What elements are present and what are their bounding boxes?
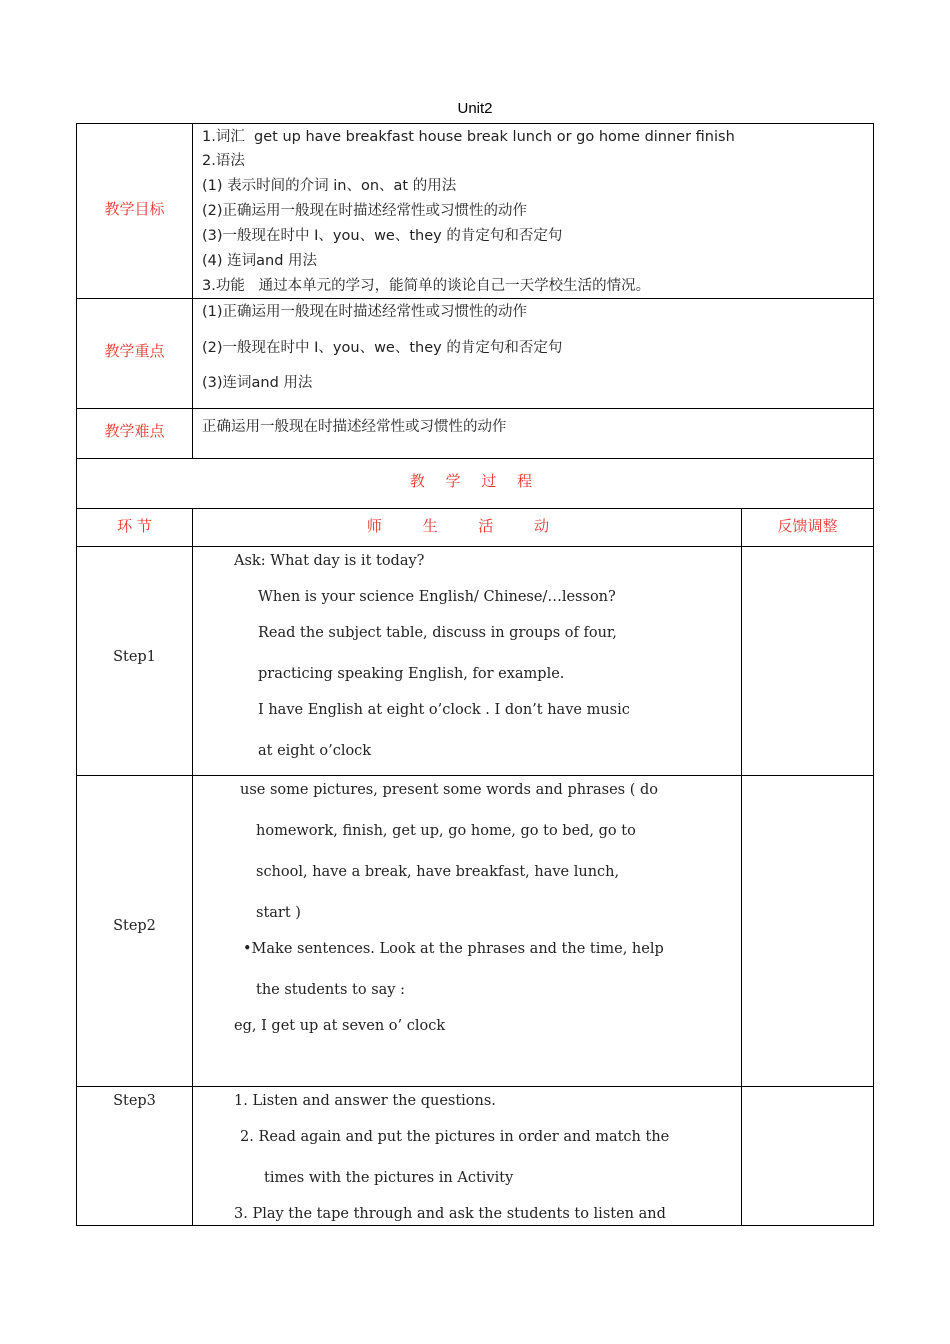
activity-line: 2. Read again and put the pictures in order and match the — [240, 1129, 670, 1145]
goals-line: (3)一般现在时中 I、you、we、they 的肯定句和否定句 — [202, 228, 563, 244]
difficulties-label: 教学难点 — [104, 422, 165, 440]
difficulties-text: 正确运用一般现在时描述经常性或习惯性的动作 — [202, 419, 507, 435]
activity-line: start ) — [256, 905, 301, 921]
activity-line: school, have a break, have breakfast, have lunch, — [256, 864, 620, 880]
activity-line: eg, I get up at seven o’ clock — [234, 1018, 446, 1034]
key-point-line: (2)一般现在时中 I、you、we、they 的肯定句和否定句 — [202, 340, 563, 356]
key-point-line: (1)正确运用一般现在时描述经常性或习惯性的动作 — [202, 304, 528, 320]
step2-label: Step2 — [113, 918, 156, 934]
goals-line: (2)正确运用一般现在时描述经常性或习惯性的动作 — [202, 203, 528, 219]
activity-line: I have English at eight o’clock . I don’t have music — [258, 702, 630, 718]
goals-line: 3.功能 通过本单元的学习，能简单的谈论自己一天学校生活的情况。 — [202, 278, 651, 294]
activity-line: 1. Listen and answer the questions. — [234, 1093, 496, 1109]
col-activity-header: 师 生 活 动 — [366, 517, 568, 535]
activity-line: at eight o’clock — [258, 743, 372, 759]
step1-label: Step1 — [113, 649, 156, 665]
activity-line: use some pictures, present some words and phrases ( do — [240, 782, 658, 798]
activity-line: homework, finish, get up, go home, go to bed, go to — [256, 823, 636, 839]
goals-line: 1.词汇 get up have breakfast house break lunch or go home dinner finish — [202, 129, 735, 145]
process-heading: 教 学 过 程 — [409, 472, 541, 490]
goals-line: (4) 连词and 用法 — [202, 253, 318, 269]
document-title: Unit2 — [457, 100, 493, 117]
activity-line: the students to say : — [256, 982, 405, 998]
step3-label: Step3 — [113, 1093, 156, 1109]
activity-line: practicing speaking English, for example. — [258, 666, 565, 682]
col-step-header: 环 节 — [117, 517, 152, 535]
col-feedback-header: 反馈调整 — [777, 517, 838, 535]
goals-line: (1) 表示时间的介词 in、on、at 的用法 — [202, 178, 457, 194]
activity-line: •Make sentences. Look at the phrases and the time, help — [243, 941, 664, 957]
activity-line: Ask: What day is it today? — [234, 553, 425, 569]
activity-line: Read the subject table, discuss in groups of four, — [258, 625, 617, 641]
key-points-label: 教学重点 — [104, 342, 165, 360]
key-point-line: (3)连词and 用法 — [202, 375, 313, 391]
goals-line: 2.语法 — [202, 153, 245, 169]
goals-label: 教学目标 — [104, 200, 165, 218]
activity-line: When is your science English/ Chinese/…lesson? — [258, 589, 616, 605]
activity-line: 3. Play the tape through and ask the students to listen and — [234, 1206, 666, 1222]
activity-line: times with the pictures in Activity — [264, 1170, 514, 1186]
